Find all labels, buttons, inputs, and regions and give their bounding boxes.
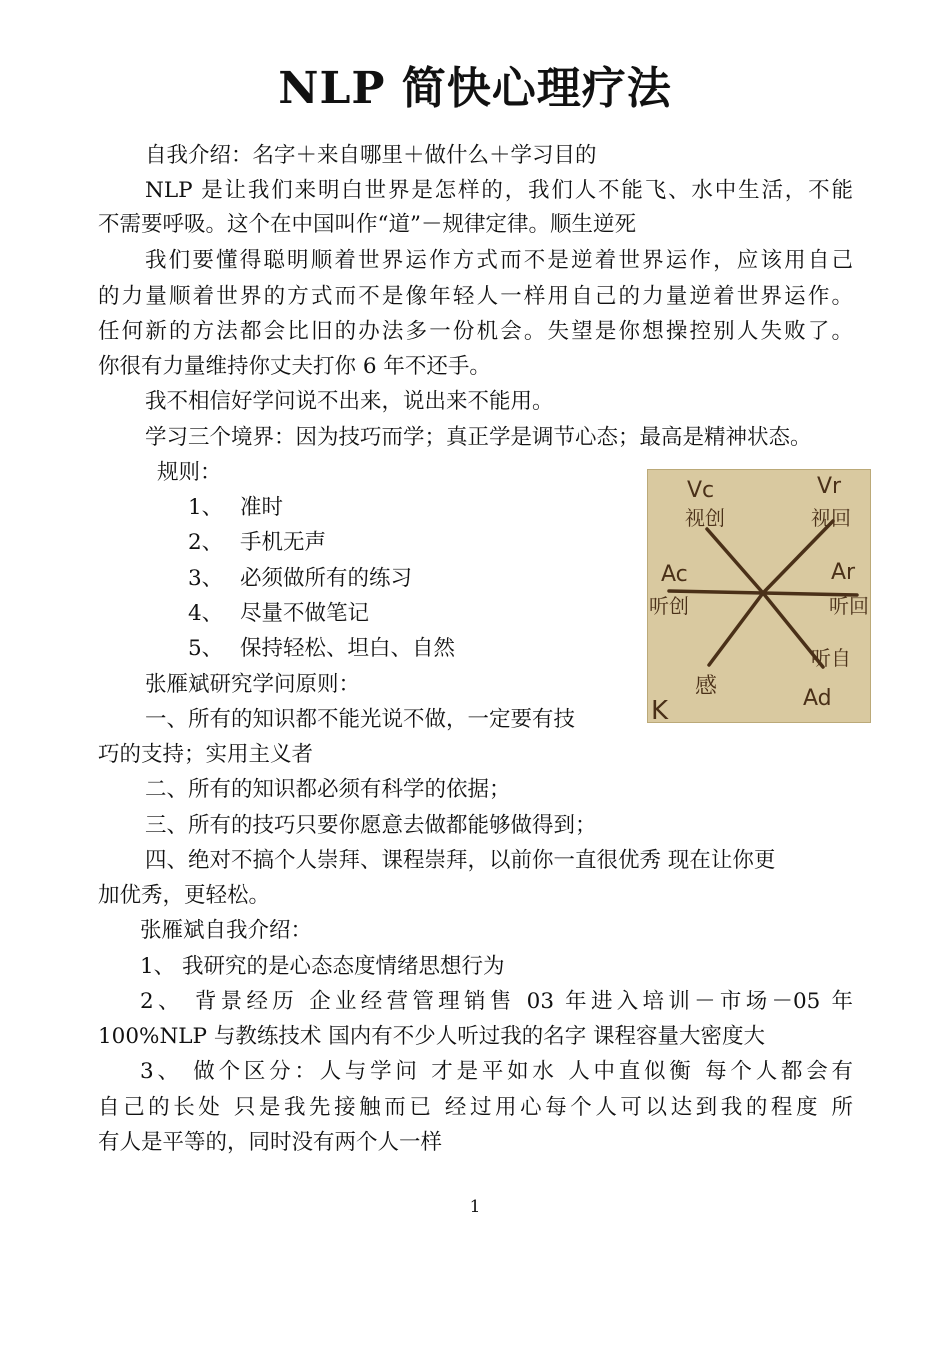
label-k-cn: 感 [695,674,718,699]
principle1-line2: 巧的支持；实用主义者 [98,742,314,767]
rule-item [188,497,283,519]
rule-number: 5、 [188,636,224,661]
label-vr-cn: 视回 [811,506,851,530]
rule-text: 手机无声 [240,530,327,555]
rule-item [188,532,326,554]
self-intro-heading: 张雁斌自我介绍： [140,918,313,943]
para2-line3: 任何新的方法都会比旧的办法多一份机会。失望是你想操控别人失败了。 [98,319,853,344]
principles-heading: 张雁斌研究学问原则： [145,672,361,697]
label-k: K [651,696,669,723]
self-item2-line2: 100%NLP 与教练技术 国内有不少人听过我的名字 课程容量大密度大 [98,1024,766,1049]
label-ad-cn: 听自 [811,646,851,670]
self-item3-line2: 自己的长处 只是我先接触而已 经过用心每个人可以达到我的程度 所 [98,1095,853,1120]
label-ac-cn: 听创 [649,594,689,618]
self-item3-line3: 有人是平等的，同时没有两个人一样 [98,1130,443,1155]
intro-line: 自我介绍：名字＋来自哪里＋做什么＋学习目的 [145,143,597,168]
self-item1: 1、 我研究的是心态态度情绪思想行为 [140,954,505,979]
principle1-line1: 一、所有的知识都不能光说不做，一定要有技 [145,707,576,732]
rules-heading: 规则： [157,460,222,485]
document-title: NLP 简快心理疗法 [278,63,672,114]
para1-line1: NLP 是让我们来明白世界是怎样的，我们人不能飞、水中生活，不能 [145,178,853,203]
para2-line4: 你很有力量维持你丈夫打你 6 年不还手。 [98,354,491,379]
rule-number: 1、 [188,495,224,520]
para4-line: 学习三个境界：因为技巧而学；真正学是调节心态；最高是精神状态。 [145,425,812,450]
para1-line2: 不需要呼吸。这个在中国叫作“道”－规律定律。顺生逆死 [98,212,636,237]
rule-text: 保持轻松、坦白、自然 [240,636,456,661]
rule-text: 准时 [240,495,284,520]
label-vc-cn: 视创 [685,506,725,530]
principle4-line2: 加优秀，更轻松。 [98,883,271,908]
self-item2-line1: 2、 背景经历 企业经营管理销售 03 年进入培训－市场－05 年 [140,989,853,1014]
page-number: 1 [469,1197,481,1217]
para2-line1: 我们要懂得聪明顺着世界运作方式而不是逆着世界运作，应该用自己 [145,248,853,273]
principle4-line1: 四、绝对不搞个人崇拜、课程崇拜，以前你一直很优秀 现在让你更 [145,848,776,873]
para2-line2: 的力量顺着世界的方式而不是像年轻人一样用自己的力量逆着世界运作。 [98,284,853,309]
rule-text: 尽量不做笔记 [240,601,370,626]
rule-number: 2、 [188,530,224,555]
label-ac: Ac [661,562,688,587]
rule-number: 4、 [188,601,224,626]
rule-item [188,603,369,625]
rule-item [188,568,412,590]
eye-movement-diagram-photo [647,469,871,723]
rule-item [188,638,455,660]
principle3-line: 三、所有的技巧只要你愿意去做都能够做得到； [145,813,597,838]
para3-line: 我不相信好学问说不出来，说出来不能用。 [145,389,554,414]
label-ar: Ar [831,560,856,585]
label-ad: Ad [803,686,832,711]
label-vc: Vc [687,478,715,503]
self-item3-line1: 3、 做个区分：人与学问 才是平如水 人中直似衡 每个人都会有 [140,1059,853,1084]
rule-text: 必须做所有的练习 [240,566,413,591]
principle2-line: 二、所有的知识都必须有科学的依据； [145,777,511,802]
rule-number: 3、 [188,566,224,591]
label-ar-cn: 听回 [829,594,869,618]
label-vr: Vr [817,474,842,499]
